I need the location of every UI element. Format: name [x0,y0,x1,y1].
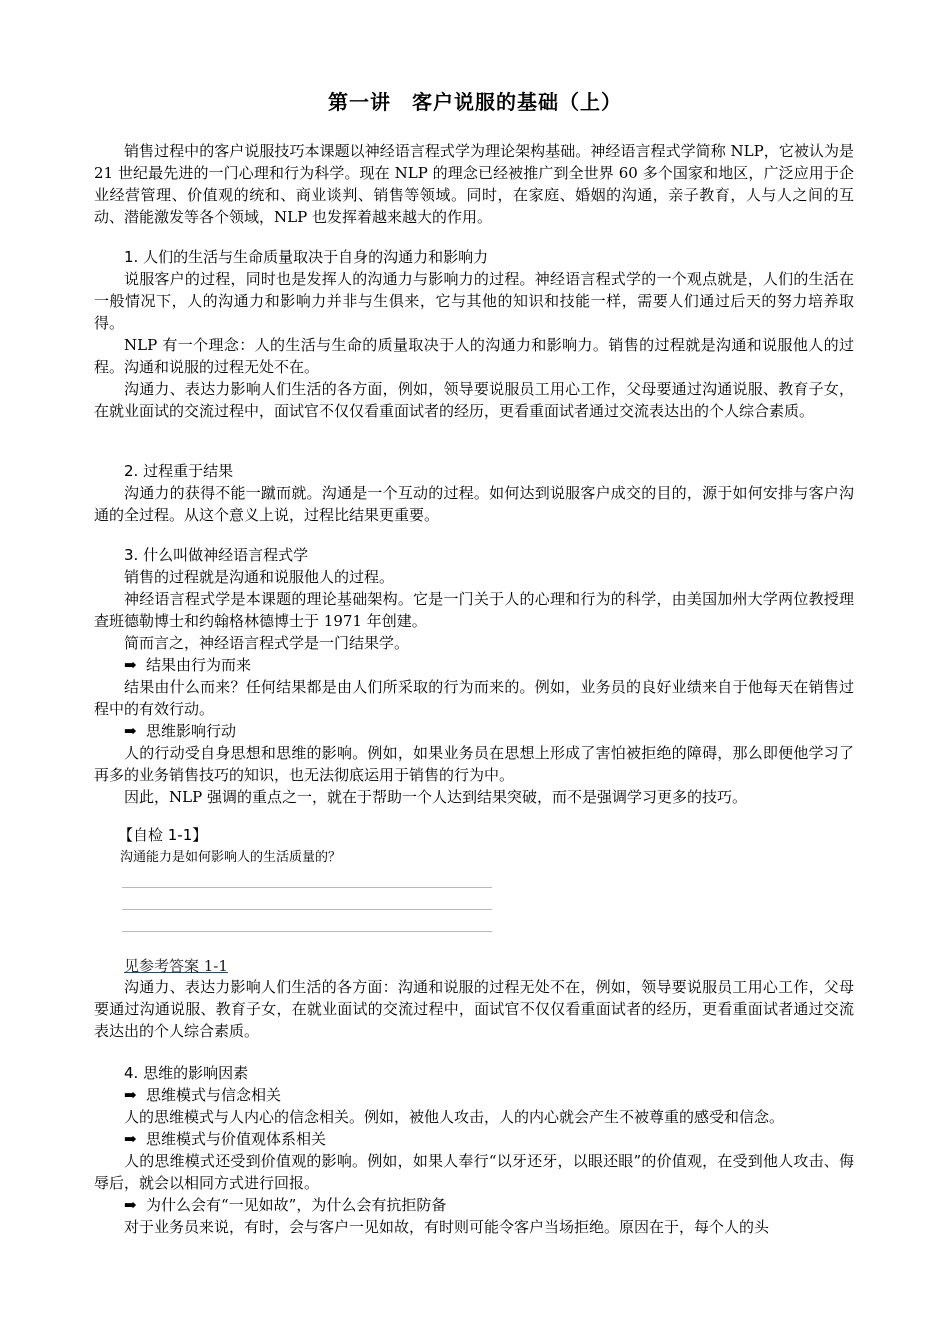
answer-line [122,909,492,910]
arrow-right-icon: ➡ [124,1130,137,1148]
arrow-right-icon: ➡ [124,1196,137,1214]
section-1-paragraph-2: NLP 有一个理念：人的生活与生命的质量取决于人的沟通力和影响力。销售的过程就是沟通和说服他人的过程。沟通和说服的过程无处不在。 [94,336,854,376]
section-3-paragraph-5: 人的行动受自身思想和思维的影响。例如，如果业务员在思想上形成了害怕被拒绝的障碍，那么即便他学习了再多的业务销售技巧的知识，也无法彻底运用于销售的行为中。 [94,744,854,784]
self-check-question: 沟通能力是如何影响人的生活质量的？ [120,850,342,865]
section-3-body [94,566,854,808]
section-3-paragraph-1: 销售的过程就是沟通和说服他人的过程。 [124,568,395,586]
section-1-paragraph-1: 说服客户的过程，同时也是发挥人的沟通力与影响力的过程。神经语言程式学的一个观点就是，人们的生活在一般情况下，人的沟通力和影响力并非与生俱来，它与其他的知识和技能一样，需要人们通过后天的努力培养取得。 [94,270,854,332]
bullet-text: 思维影响行动 [146,722,237,740]
answer-line [122,931,492,932]
arrow-right-icon: ➡ [124,656,137,674]
intro-paragraph [94,140,854,228]
section-4-paragraph-3: 对于业务员来说，有时，会与客户一见如故，有时则可能令客户当场拒绝。原因在于，每个人的头 [124,1218,770,1236]
section-4-bullet-3 [94,1194,854,1216]
section-4-paragraph-2: 人的思维模式还受到价值观的影响。例如，如果人奉行“以牙还牙，以眼还眼”的价值观，在受到他人攻击、侮辱后，就会以相同方式进行回报。 [94,1152,854,1192]
section-4-body [94,1084,854,1238]
section-4-bullet-1 [94,1084,854,1106]
section-4-bullet-2 [94,1128,854,1150]
arrow-right-icon: ➡ [124,1086,137,1104]
intro-text: 销售过程中的客户说服技巧本课题以神经语言程式学为理论架构基础。神经语言程式学简称 NLP，它被认为是 21 世纪最先进的一门心理和行为科学。现在 NLP 的理念已经被推广到全世界 60 多个国家和地区，广泛应用于企业经营管理、价值观的统和、商业谈判、销售等领域。同时，在家庭、婚姻的沟通，亲子教育，人与人之间的互动、潜能激发等各个领域，NLP 也发挥着越来越大的作用。 [94,142,854,226]
section-3-bullet-1 [94,654,854,676]
section-3-paragraph-4: 结果由什么而来？任何结果都是由人们所采取的行为而来的。例如，业务员的良好业绩来自于他每天在销售过程中的有效行动。 [94,678,854,718]
section-4-paragraph-1: 人的思维模式与人内心的信念相关。例如，被他人攻击，人的内心就会产生不被尊重的感受和信念。 [124,1108,785,1126]
bullet-text: 为什么会有“一见如故”，为什么会有抗拒防备 [146,1196,447,1214]
bullet-text: 结果由行为而来 [146,656,252,674]
bullet-text: 思维模式与价值观体系相关 [146,1130,327,1148]
section-1-heading: 1. 人们的生活与生命质量取决于自身的沟通力和影响力 [124,248,489,266]
section-3-heading: 3. 什么叫做神经语言程式学 [124,546,309,564]
section-1-paragraph-3: 沟通力、表达力影响人们生活的各方面，例如，领导要说服员工用心工作，父母要通过沟通说服、教育子女，在就业面试的交流过程中，面试官不仅仅看重面试者的经历，更看重面试者通过交流表达出的个人综合素质。 [94,380,854,420]
section-3-paragraph-6: 因此，NLP 强调的重点之一，就在于帮助一个人达到结果突破，而不是强调学习更多的技巧。 [124,788,747,806]
answer-line [122,887,492,888]
arrow-right-icon: ➡ [124,722,137,740]
self-check-answer [94,976,854,1042]
section-2-paragraph-1: 沟通力的获得不能一蹴而就。沟通是一个互动的过程。如何达到说服客户成交的目的，源于如何安排与客户沟通的全过程。从这个意义上说，过程比结果更重要。 [94,484,854,524]
section-1-body [94,268,854,422]
section-2-body [94,482,854,526]
section-3-paragraph-3: 简而言之，神经语言程式学是一门结果学。 [124,634,410,652]
self-check-answer-text: 沟通力、表达力影响人们生活的各方面：沟通和说服的过程无处不在，例如，领导要说服员工用心工作，父母要通过沟通说服、教育子女，在就业面试的交流过程中，面试官不仅仅看重面试者的经历，更看重面试者通过交流表达出的个人综合素质。 [94,978,854,1040]
page-title: 第一讲 客户说服的基础（上） [328,90,622,114]
bullet-text: 思维模式与信念相关 [146,1086,282,1104]
section-3-bullet-2 [94,720,854,742]
section-4-heading: 4. 思维的影响因素 [124,1064,249,1082]
self-check-title: 【自检 1-1】 [118,826,208,844]
section-2-heading: 2. 过程重于结果 [124,462,234,480]
section-3-paragraph-2: 神经语言程式学是本课题的理论基础架构。它是一门关于人的心理和行为的科学，由美国加州大学两位教授理查班德勒博士和约翰格林德博士于 1971 年创建。 [94,590,854,630]
reference-answer-link[interactable]: 见参考答案 1-1 [124,957,228,975]
